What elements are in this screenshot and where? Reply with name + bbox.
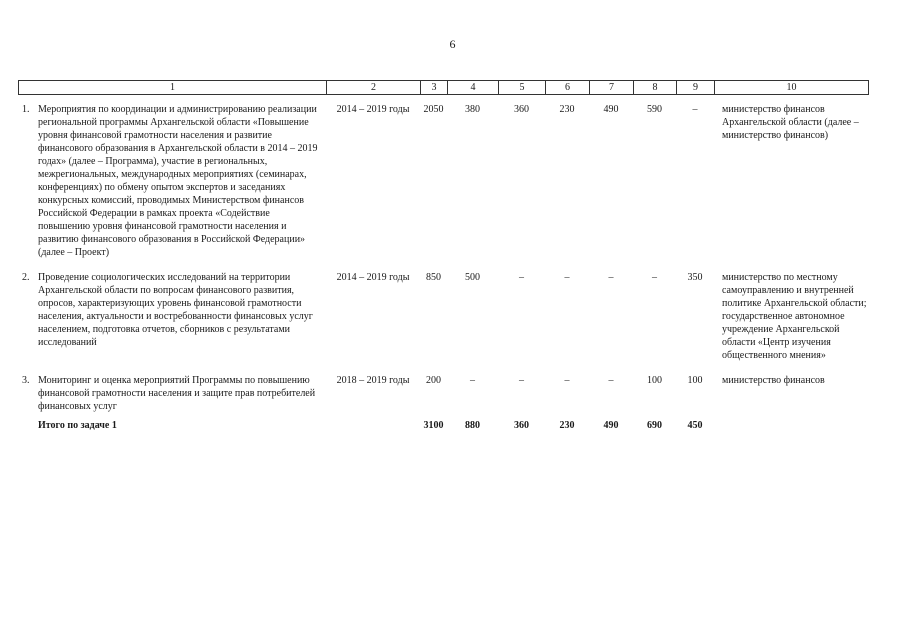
row-executor: министерство финансов <box>722 375 825 386</box>
table-row <box>18 374 868 413</box>
table-row <box>18 103 868 259</box>
header-col-3: 3 <box>421 81 448 95</box>
row-value-col8: – <box>652 272 657 283</box>
column-number-header <box>18 80 869 95</box>
header-col-1: 1 <box>19 81 327 95</box>
row-value-col9: 100 <box>687 375 703 386</box>
row-executor: министерство финансов Архангельской области (далее – министерство финансов) <box>722 104 859 141</box>
page-number: 6 <box>449 37 456 51</box>
row-number: 2. <box>22 272 30 283</box>
row-description: Мероприятия по координации и администрированию реализации региональной программы Архангельской области «Повышение уровня финансовой грамотности населения и развитие финансового образования в Архангельской области в 2014 – 2019 годах» (далее – Программа), участие в региональных, межрегиональных, международных мероприятиях (семинарах, конференциях) по обмену опытом экспертов и заседаниях конкурсных комиссий, проводимых Министерством финансов Российской Федерации в рамках проекта «Содействие повышению уровня финансовой грамотности населения и развитию финансового образования в Российской Федерации» (далее – Проект) <box>38 104 318 258</box>
row-value-col7: – <box>608 375 614 386</box>
header-col-4: 4 <box>448 81 499 95</box>
row-number: 3. <box>22 375 30 386</box>
header-col-9: 9 <box>677 81 715 95</box>
row-years: 2014 – 2019 годы <box>336 272 410 283</box>
total-value-col4: 880 <box>465 420 480 431</box>
total-value-col8: 690 <box>647 420 662 431</box>
measures-table <box>18 103 868 432</box>
header-col-5: 5 <box>499 81 546 95</box>
row-value-col7: 490 <box>603 104 619 115</box>
header-col-6: 6 <box>546 81 590 95</box>
total-value-col3: 3100 <box>423 420 444 431</box>
total-value-col9: 450 <box>687 420 703 431</box>
row-value-col5: – <box>519 272 524 283</box>
row-years: 2014 – 2019 годы <box>336 104 410 115</box>
table-row <box>18 271 868 362</box>
row-value-col6: – <box>564 375 570 386</box>
row-executor: министерство по местному самоуправлению и внутренней политике Архангельской области; государственное автономное учреждение Архангельской области «Центр изучения общественного мнения» <box>722 272 867 361</box>
header-col-2: 2 <box>327 81 421 95</box>
total-value-col6: 230 <box>559 420 575 431</box>
total-row <box>18 413 868 432</box>
row-description: Мониторинг и оценка мероприятий Программы по повышению финансовой грамотности населения и защите прав потребителей финансовых услуг <box>38 375 316 412</box>
total-label: Итого по задаче 1 <box>38 420 117 431</box>
header-col-7: 7 <box>590 81 634 95</box>
row-value-col5: – <box>519 375 524 386</box>
row-value-col5: 360 <box>514 104 529 115</box>
row-value-col3: 2050 <box>423 104 444 115</box>
row-value-col6: 230 <box>559 104 575 115</box>
row-value-col9: – <box>692 104 698 115</box>
row-value-col7: – <box>608 272 614 283</box>
row-value-col3: 200 <box>426 375 441 386</box>
row-value-col6: – <box>564 272 570 283</box>
total-value-col7: 490 <box>603 420 619 431</box>
total-value-col5: 360 <box>514 420 529 431</box>
row-value-col9: 350 <box>687 272 703 283</box>
row-value-col4: 500 <box>465 272 480 283</box>
row-value-col8: 100 <box>647 375 662 386</box>
row-years: 2018 – 2019 годы <box>336 375 410 386</box>
row-description: Проведение социологических исследований на территории Архангельской области по вопросам финансового развития, опросов, характеризующих уровень финансовой грамотности населения, актуальности и востребованности финансовых услуг населением, подготовка отчетов, сборников с результатами исследований <box>38 272 313 348</box>
row-value-col4: – <box>470 375 475 386</box>
row-value-col4: 380 <box>465 104 480 115</box>
row-value-col3: 850 <box>426 272 441 283</box>
header-col-10: 10 <box>715 81 869 95</box>
row-number: 1. <box>22 104 30 115</box>
row-value-col8: 590 <box>647 104 662 115</box>
header-col-8: 8 <box>634 81 677 95</box>
